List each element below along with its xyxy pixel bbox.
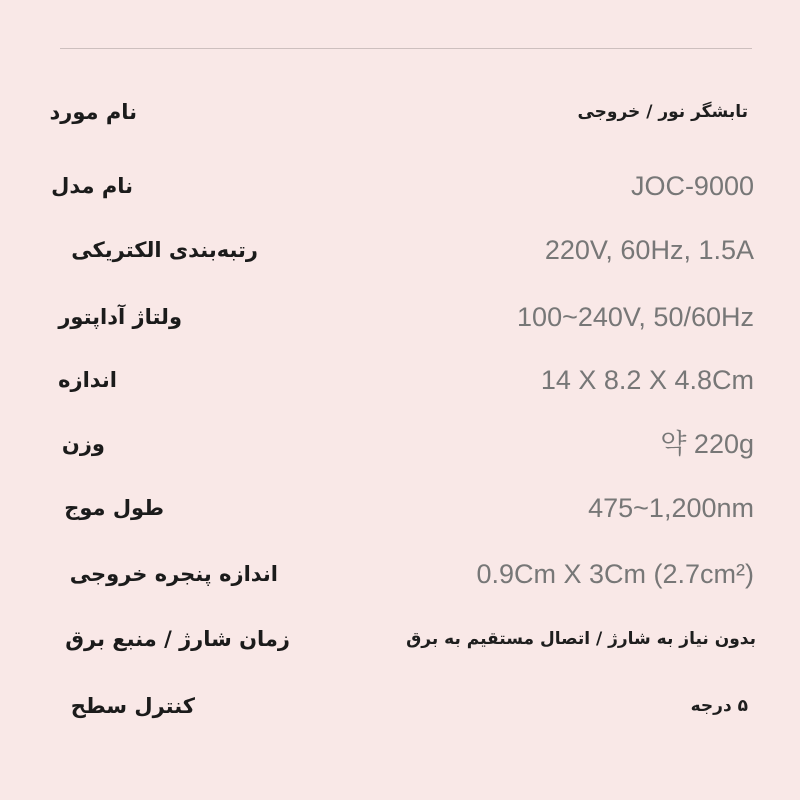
spec-row-model-name — [0, 166, 800, 206]
spec-row-electrical-rating — [0, 230, 800, 270]
spec-value: بدون نیاز به شارژ / اتصال مستقیم به برق — [406, 629, 756, 649]
spec-row-weight — [0, 424, 800, 464]
spec-label: رتبه‌بندی الکتریکی — [71, 238, 258, 262]
spec-value: 475~1,200nm — [588, 493, 754, 523]
spec-row-adapter-voltage — [0, 297, 800, 337]
spec-label: نام مدل — [51, 174, 133, 198]
spec-row-wavelength — [0, 488, 800, 528]
spec-label: اندازه پنجره خروجی — [69, 562, 278, 586]
spec-value: JOC-9000 — [630, 171, 754, 201]
top-divider — [60, 48, 752, 49]
spec-value: 100~240V, 50/60Hz — [517, 302, 754, 332]
spec-row-level-control — [0, 686, 800, 726]
spec-row-item-name — [0, 92, 800, 132]
spec-label: طول موج — [64, 496, 164, 520]
spec-value: 220V, 60Hz, 1.5A — [544, 235, 754, 265]
spec-label: نام مورد — [49, 100, 137, 124]
spec-value: 약 220g — [660, 429, 754, 459]
spec-label: ولتاژ آداپتور — [58, 305, 182, 329]
spec-value: 0.9Cm X 3Cm (2.7cm²) — [476, 559, 754, 589]
spec-label: کنترل سطح — [70, 694, 195, 718]
spec-row-output-window-size — [0, 554, 800, 594]
spec-label: اندازه — [58, 368, 117, 392]
spec-value: 14 X 8.2 X 4.8Cm — [540, 365, 754, 395]
spec-row-size — [0, 360, 800, 400]
spec-value: ۵ درجه — [690, 696, 748, 716]
spec-label: زمان شارژ / منبع برق — [65, 627, 290, 651]
spec-row-charging-power — [0, 619, 800, 659]
spec-label: وزن — [61, 432, 105, 456]
spec-value: تابشگر نور / خروجی — [577, 102, 748, 122]
